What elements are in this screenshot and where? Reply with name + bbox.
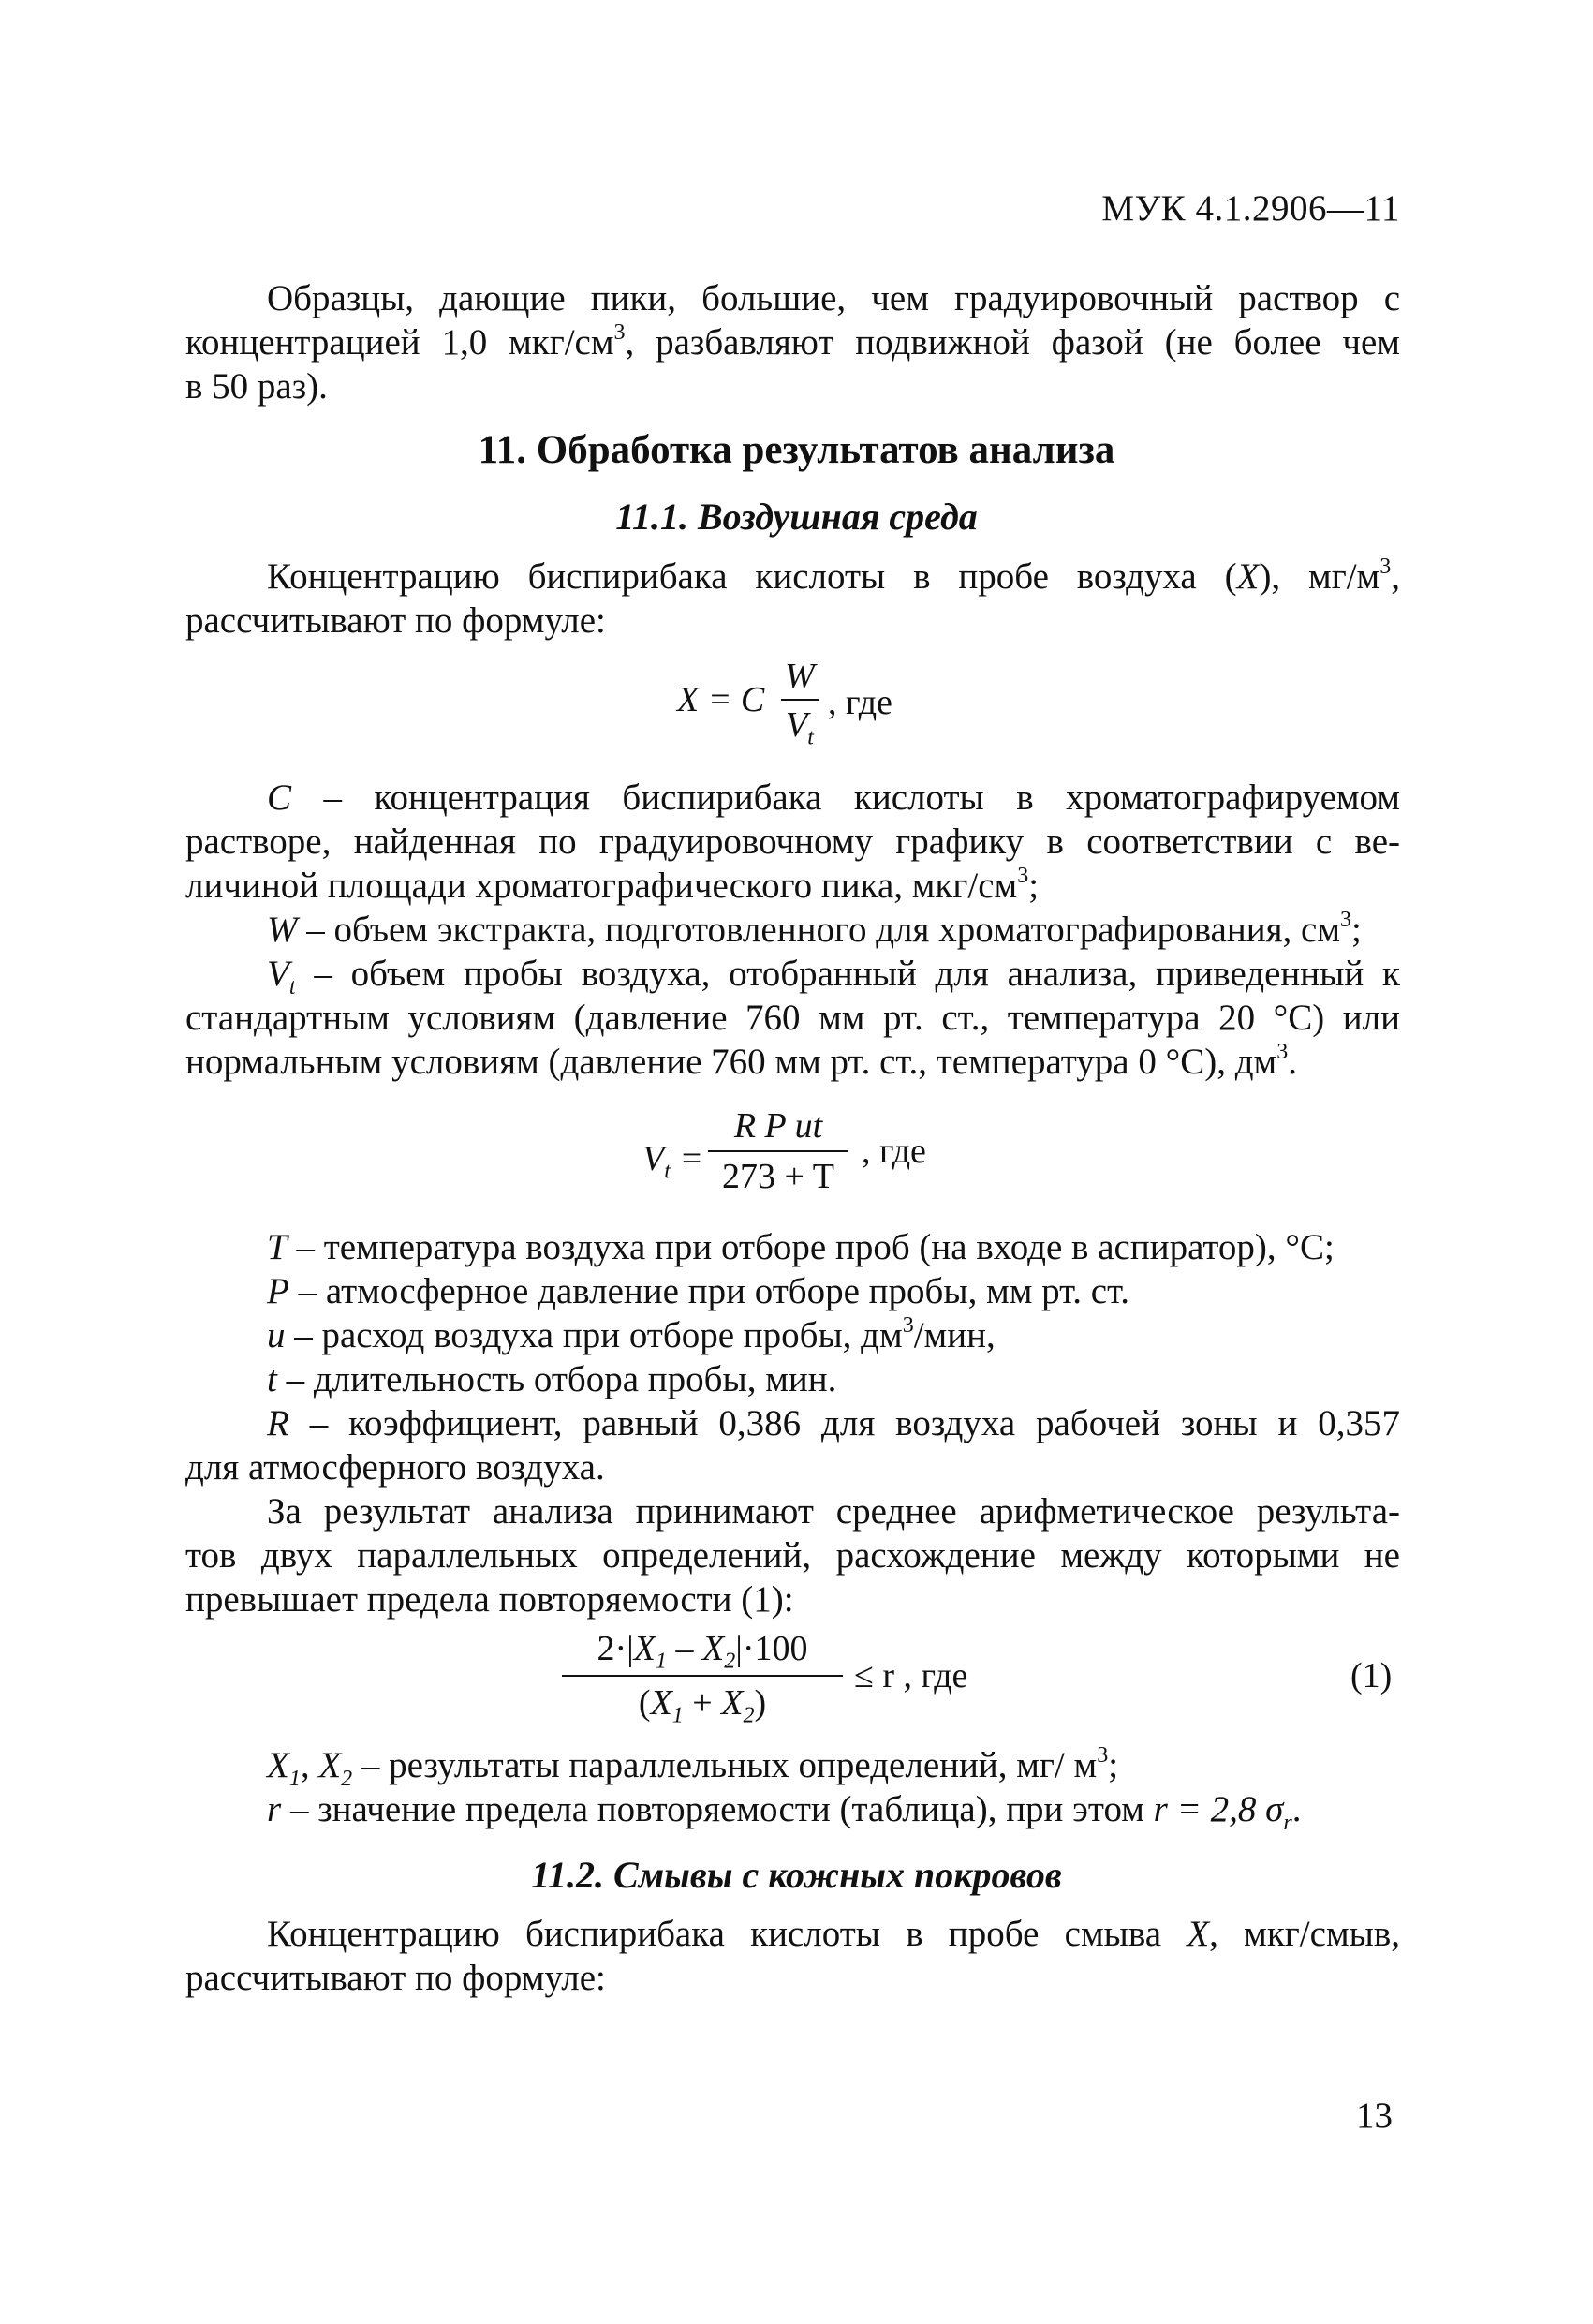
def-rr-line: r – значение предела повторяемости (таблица), при этом r = 2,8 $\sigma_r$. [267,1789,1302,1835]
document-page: МУК 4.1.2906—11 Образцы, дающие пики, большие, чем градуировочный раствор с концентрацией 1,0 мкг/$см^3$, разбавляют подвижной фазой (не более чем в 50 раз). 11. Обработка результатов анализа 11.1. Воздушная среда Концентрацию биспирибака кислоты в пробе воздуха (X), $мг/м^3$, рассчитывают по формуле: X = C W $V_t$ , где C – концентрация биспирибака кислоты в хроматографируемом растворе, найденная по градуировочному графику в соответствии с ве- личиной площади хроматографического пика, мкг/$см^3$; W – объем экстракта, подготовленного для хроматографирования, $см^3$; $V_t$ – объем пробы воздуха, отобранный для анализа, приведенный к стандартным условиям (давление 760 мм рт. ст., температура 20 °С) или нормальным условиям (давление 760 мм рт. ст., температура 0 °С), $дм^3$. $V_t$ = R P ut 273 + T , где T – температура воздуха при отборе проб (на входе в аспиратор), °С; P – атмосферное давление при отборе пробы, мм рт. ст. u – расход воздуха при отборе пробы, $дм^3$/мин, t – длительность отбора пробы, мин. R – коэффициент, равный 0,386 для воздуха рабочей зоны и 0,357 для атмосферного воздуха. За результат анализа принимают среднее арифметическое результа- тов двух параллельных определений, расхождение между которыми не превышает предела повторяемости (1): $2\cdot|X_1 - X_2|\cdot 100$ $(X_1 + X_2)$ ≤ r , где (1) $X_1$, $X_2$ – результаты параллельных определений, мг/ $м^3$; r – значение предела повторяемости (таблица), при этом r = 2,8 $\sigma_r$. 11.2. Смывы с кожных покровов Концентрацию биспирибака кислоты в пробе смыва X, мкг/смыв, рассчитывают по формуле: 13 [0,0,1593,2324]
document-code-header: МУК 4.1.2906—11 [1101,188,1400,229]
def-t-line: T – температура воздуха при отборе проб (на входе в аспиратор), °С; [267,1227,1335,1267]
subsection-skin-title: 11.2. Смывы с кожных покровов [531,1854,1062,1896]
def-w-line: W – объем экстракта, подготовленного для хроматографирования, $см^3$; [267,908,1362,950]
air-para-line-2: рассчитывают по формуле: [185,600,606,641]
def-r-line-2: для атмосферного воздуха. [185,1447,605,1488]
subsection-air-title: 11.1. Воздушная среда [615,496,978,538]
def-c-line-1: C – концентрация биспирибака кислоты в хроматографируемом [267,777,1400,818]
section-title: 11. Обработка результатов анализа [478,428,1115,472]
page-number: 13 [1356,2095,1393,2136]
result-line-1: За результат анализа принимают среднее арифметическое результа- [267,1491,1400,1532]
def-time-line: t – длительность отбора пробы, мин. [267,1359,837,1399]
air-para-line-1: Концентрацию биспирибака кислоты в пробе воздуха (X), $мг/м^3$, [267,555,1400,597]
intro-line-1: Образцы, дающие пики, большие, чем градуировочный раствор с [267,278,1400,318]
intro-line-2: концентрацией 1,0 мкг/$см^3$, разбавляют подвижной фазой (не более чем [185,320,1400,363]
skin-line-2: рассчитывают по формуле: [185,1958,606,1998]
def-vt-line-3: нормальным условиям (давление 760 мм рт. ст., температура 0 °С), $дм^3$. [185,1040,1297,1082]
skin-line-1: Концентрацию биспирибака кислоты в пробе смыва X, мкг/смыв, [267,1914,1400,1954]
def-p-line: P – атмосферное давление при отборе пробы, мм рт. ст. [267,1271,1129,1311]
def-c-line-2: растворе, найденная по градуировочному графику в соответствии с ве- [185,822,1400,862]
def-vt-line-2: стандартным условиям (давление 760 мм рт. ст., температура 20 °С) или [185,998,1400,1038]
intro-line-3: в 50 раз). [185,366,328,407]
def-c-line-3: личиной площади хроматографического пика, мкг/$см^3$; [185,864,1040,906]
result-line-2: тов двух параллельных определений, расхождение между которыми не [185,1535,1400,1576]
def-u-line: u – расход воздуха при отборе пробы, $дм^3$/мин, [267,1313,996,1355]
result-line-3: превышает предела повторяемости (1): [185,1579,794,1620]
def-x-line: $X_1$, $X_2$ – результаты параллельных определений, мг/ $м^3$; [267,1743,1119,1791]
def-vt-line-1: $V_t$ – объем пробы воздуха, отобранный для анализа, приведенный к [267,954,1400,999]
def-r-line-1: R – коэффициент, равный 0,386 для воздуха рабочей зоны и 0,357 [267,1403,1400,1443]
